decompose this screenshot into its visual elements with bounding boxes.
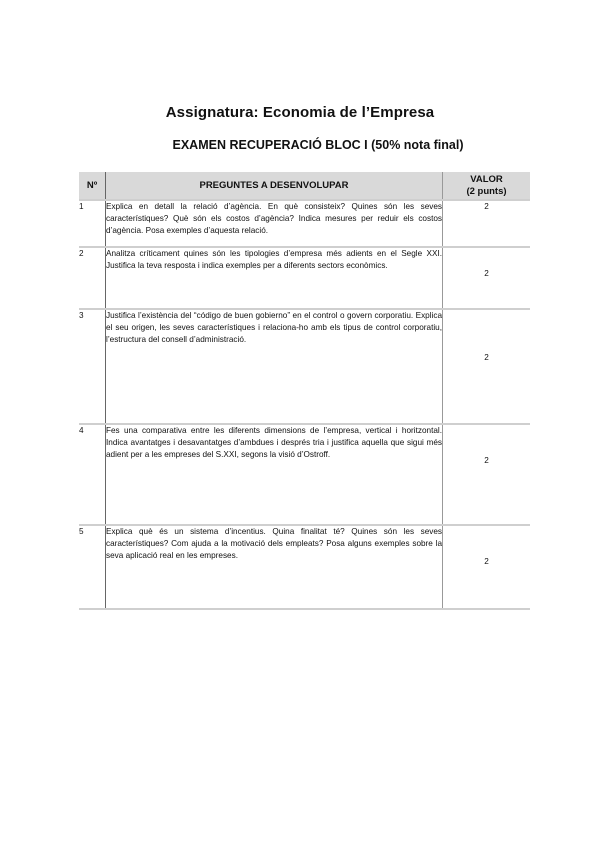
question-value: 2	[443, 424, 531, 525]
question-text: Analitza críticament quines són les tipologies d’empresa més adients en el Segle XXI. Justifica la teva resposta i indica exemples per a diferents sectors econòmics.	[106, 247, 443, 309]
question-number: 5	[79, 525, 106, 609]
table-row	[79, 309, 530, 424]
table-header-row	[79, 172, 530, 200]
table-row	[79, 247, 530, 309]
header-value	[443, 172, 531, 200]
question-text: Explica en detall la relació d’agència. En què consisteix? Quines són les seves característiques? Què són els costos d’agència? Indica mesures per reduir els costos d’agència. Posa exemples d’aquesta relació.	[106, 200, 443, 247]
question-value: 2	[443, 200, 531, 247]
table-row	[79, 424, 530, 525]
question-number: 3	[79, 309, 106, 424]
question-number: 4	[79, 424, 106, 525]
question-number: 2	[79, 247, 106, 309]
question-value: 2	[443, 525, 531, 609]
header-value-label: VALOR	[470, 173, 503, 185]
question-value: 2	[443, 247, 531, 309]
header-number: Nº	[79, 172, 106, 200]
header-value-points: (2 punts)	[466, 185, 507, 197]
document-title: Assignatura: Economia de l’Empresa	[165, 104, 435, 121]
question-text: Explica què és un sistema d’incentius. Quina finalitat té? Quines són les seves característiques? Com ajuda a la motivació dels empleats? Posa alguns exemples sobre la seva aplicació real en les empreses.	[106, 525, 443, 609]
question-value: 2	[443, 309, 531, 424]
questions-table	[79, 172, 530, 610]
question-text: Fes una comparativa entre les diferents dimensions de l’empresa, vertical i horitzontal. Indica avantatges i desavantatges d’ambdues i després tria i justifica aquella que sigui més adient per a les empreses del S.XXI, segons la visió d’Ostroff.	[106, 424, 443, 525]
exam-subtitle: EXAMEN RECUPERACIÓ BLOC I (50% nota final)	[172, 138, 464, 152]
question-number: 1	[79, 200, 106, 247]
table-row	[79, 200, 530, 247]
question-text: Justifica l’existència del “código de buen gobierno” en el control o govern corporatiu. Explica el seu origen, les seves característiques i relaciona-ho amb els tipus de control corporatiu, l’estructura del consell d’administració.	[106, 309, 443, 424]
header-questions: PREGUNTES A DESENVOLUPAR	[106, 172, 443, 200]
table-row	[79, 525, 530, 609]
